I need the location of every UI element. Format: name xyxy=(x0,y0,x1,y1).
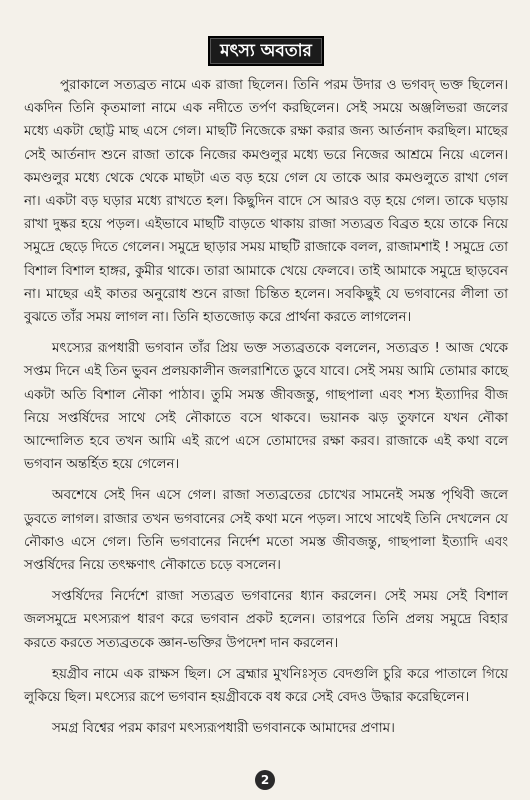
paragraph-4: সপ্তর্ষিদের নির্দেশে রাজা সত্যব্রত ভগবানের ধ্যান করলেন। সেই সময় সেই বিশাল জলসমুদ্রে মৎস্যরূপ ধারণ করে ভগবান প্রকট হলেন। তারপরে তিনি প্রলয় সমুদ্রে বিহার করতে করতে সত্যব্রতকে জ্ঞান-ভক্তির উপদেশ দান করলেন। xyxy=(24,589,508,651)
title-wrapper xyxy=(24,36,508,66)
paragraph-5: হয়গ্রীব নামে এক রাক্ষস ছিল। সে ব্রহ্মার মুখনিঃসৃত বেদগুলি চুরি করে পাতালে গিয়ে লুকিয়ে ছিল। মৎস্যের রূপে ভগবান হয়গ্রীবকে বধ করে সেই বেদও উদ্ধার করেছিলেন। xyxy=(24,666,508,706)
paragraph-6: সমগ্র বিশ্বের পরম কারণ মৎস্যরূপধারী ভগবানকে আমাদের প্রণাম। xyxy=(52,721,395,737)
paragraph-3: অবশেষে সেই দিন এসে গেল। রাজা সত্যব্রতের চোখের সামনেই সমস্ত পৃথিবী জলে ডুবতে লাগল। রাজার তখন ভগবানের সেই কথা মনে পড়ল। সাথে সাথেই তিনি দেখলেন যে নৌকাও এসে গেল। তিনি ভগবানের নির্দেশ মতো সমস্ত জীবজন্তু, গাছপালা ইত্যাদি এবং সপ্তর্ষিদের নিয়ে তৎক্ষণাৎ নৌকাতে চড়ে বসলেন। xyxy=(24,488,508,574)
page-number-badge: 2 xyxy=(255,770,275,790)
paragraph-2: মৎস্যের রূপধারী ভগবান তাঁর প্রিয় ভক্ত সত্যব্রতকে বললেন, সত্যব্রত ! আজ থেকে সপ্তম দিনে এই তিন ভুবন প্রলয়কালীন জলরাশিতে ডুবে যাবে। সেই সময় আমি তোমার কাছে একটা অতি বিশাল নৌকা পাঠাব। তুমি সমস্ত জীবজন্তু, গাছপালা এবং শস্য ইত্যাদির বীজ নিয়ে সপ্তর্ষিদের সাথে সেই নৌকাতে বসে থাকবে। ভয়ানক ঝড় তুফানে যখন নৌকা আন্দোলিত হবে তখন আমি এই রূপে এসে তোমাদের রক্ষা করব। রাজাকে এই কথা বলে ভগবান অন্তর্হিত হয়ে গেলেন। xyxy=(24,341,508,473)
paragraph-1: পুরাকালে সত্যব্রত নামে এক রাজা ছিলেন। তিনি পরম উদার ও ভগবদ্ ভক্ত ছিলেন। একদিন তিনি কৃতমালা নামে এক নদীতে তর্পণ করছিলেন। সেই সময়ে অঞ্জলিভরা জলের মধ্যে একটা ছোট্ট মাছ এসে গেল। মাছটি নিজেকে রক্ষা করার জন্য আর্তনাদ করছিল। মাছের সেই আর্তনাদ শুনে রাজা তাকে নিজের কমণ্ডলুর মধ্যে ভরে নিজের আশ্রমে নিয়ে এলেন। কমণ্ডলুর মধ্যে থেকে থেকে মাছটা এত বড় হয়ে গেল যে তাকে আর কমণ্ডলুতে রাখা গেল না। একটা বড় ঘড়ার মধ্যে রাখতে হল। কিছুদিন বাদে সে আরও বড় হয়ে গেল। তাকে ঘড়ায় রাখা দুষ্কর হয়ে পড়ল। এইভাবে মাছটি বাড়তে থাকায় রাজা সত্যব্রত বিব্রত হয়ে তাকে নিয়ে সমুদ্রে ছেড়ে দিতে গেলেন। সমুদ্রে ছাড়ার সময় মাছটি রাজাকে বলল, রাজামশাই ! সমুদ্রে তো বিশাল বিশাল হাঙ্গর, কুমীর থাকে। তারা আমাকে খেয়ে ফেলবে। তাই আমাকে সমুদ্রে ছাড়বেন না। মাছের এই কাতর অনুরোধ শুনে রাজা চিন্তিত হলেন। সবকিছুই যে ভগবানের লীলা তা বুঝতে তাঁর সময় লাগল না। তিনি হাতজোড় করে প্রার্থনা করতে লাগলেন। xyxy=(24,78,508,326)
page-title: মৎস্য অবতার xyxy=(208,36,324,66)
